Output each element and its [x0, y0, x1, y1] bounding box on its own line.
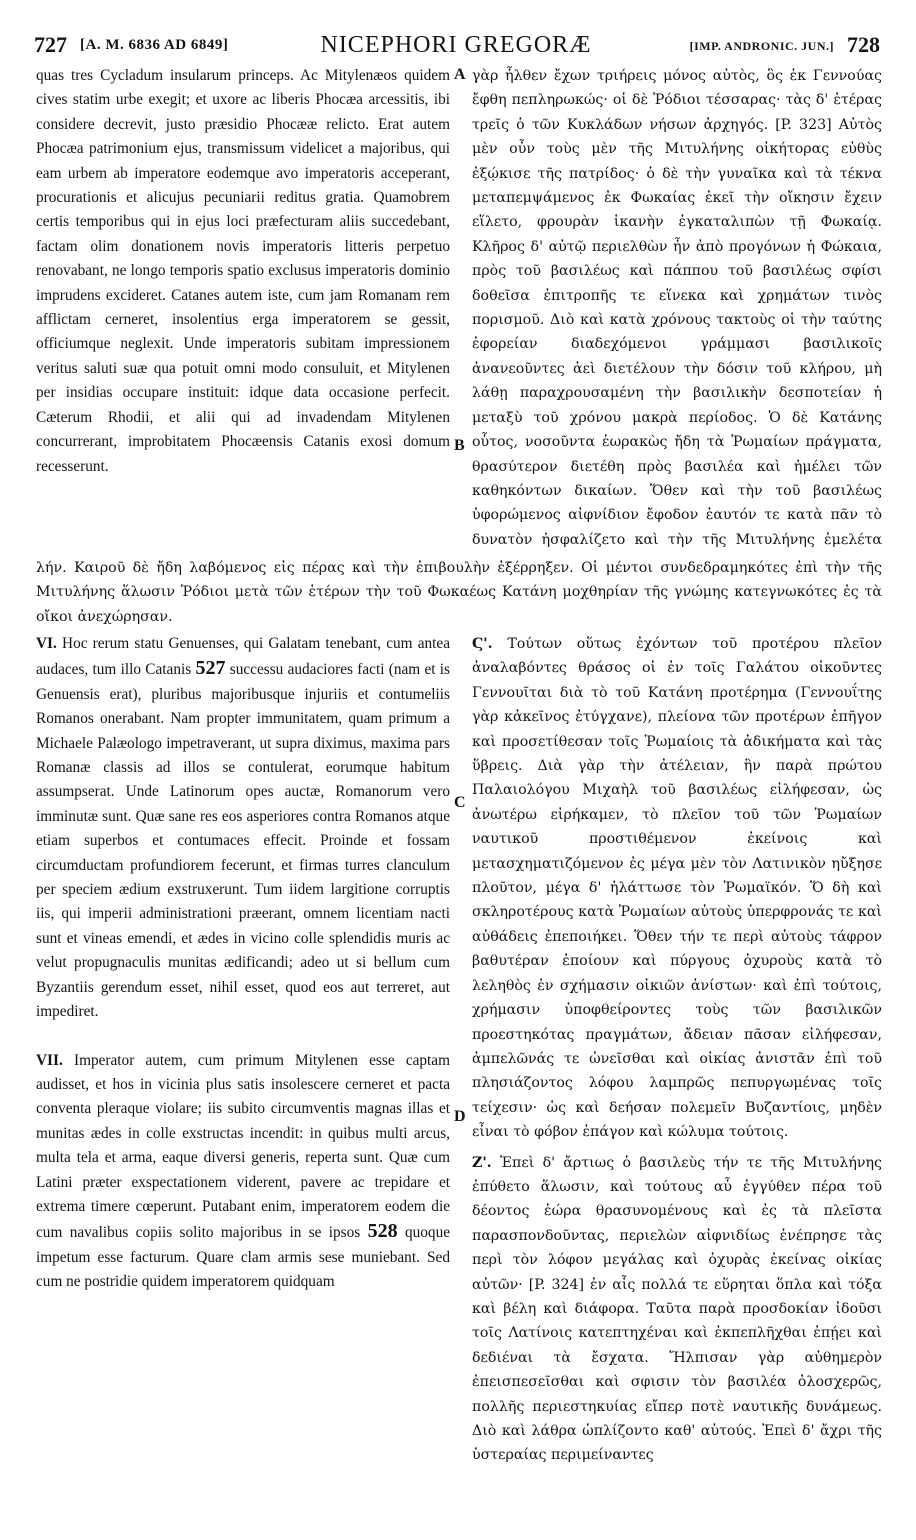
- greek-paragraph: γὰρ ἦλθεν ἔχων τριήρεις μόνος αὐτὸς, ὃς ἐκ Γεννούας ἔφθη πεπληρωκώς· οἱ δὲ Ῥόδιοι τέσσαρας· τὰς δ' ἑτέρας τρεῖς ὁ τῶν Κυκλάδων νήσων ἀρχηγός. [P. 323] Αὐτὸς μὲν οὖν τοὺς μὲν τῆς Μιτυλήνης οἰκήτορας εὐθὺς ἐξῴκισε τῆς πατρίδος· ὁ δὲ τὴν γυναῖκα καὶ τὰ τέκνα μεταπεμψάμενος ἐκ Φωκαίας ἐκεῖ τὴν οἴκησιν ἔχειν εἵλετο, φρουρὰν ἱκανὴν ἐγκαταλιπὼν τῇ Φωκαίᾳ. Κλῆρος δ' αὐτῷ περιελθὼν ἦν ἀπὸ προγόνων ἡ Φώκαια, πρὸς τοῦ βασιλέως καὶ πάππου τοῦ βασιλέως σφίσι δοθεῖσα ἐπιτροπῆς τε εἵνεκα καὶ χρημάτων τινὸς πορισμοῦ. Διὸ καὶ κατὰ χρόνους τακτοὺς οἱ τὴν ταύτης ἐφορείαν διαδεχόμενοι γράμμασι βασιλικοῖς ἀνανεοῦντες ἀεὶ διετέλουν τὴν δόσιν τοῦ κλήρου, μὴ λάθῃ παραχρουσαμένη τὴν βασιλικὴν δεσποτείαν ἡ μεταξὺ τοῦ χρόνου μακρὰ περίοδος. Ὁ δὲ Κατάνης οὗτος, νοσοῦντα ἑωρακὼς ἤδη τὰ Ῥωμαίων πράγματα, θρασύτερον διετέθη πρὸς βασιλέα καὶ ἠμέλει τῶν καθηκόντων δικαίων. Ὅθεν καὶ τὴν τοῦ βασιλέως ὑφορώμενος αἰφνίδιον ἔφοδον ἑαυτόν τε κατὰ πᾶν τὸ δυνατὸν ἠσφαλίζετο καὶ τὴν τῆς Μιτυλήνης ἐμελέτα: [472, 68, 882, 548]
- greek-section-7: [472, 1151, 882, 1468]
- section-number: VI.: [36, 635, 57, 652]
- latin-section-6: [36, 632, 450, 1025]
- running-head-right: [IMP. ANDRONIC. JUN.]: [689, 39, 834, 53]
- latin-text: Hoc rerum statu Genuenses, qui Galatam tenebant, cum antea audaces, tum illo Catanis: [36, 635, 450, 679]
- page-number-left: 727: [34, 32, 67, 57]
- section-number: Ϛ'.: [472, 636, 493, 652]
- latin-text: successu audaciores facti (nam et is Genuensis erat), pluribus majoribusque injuriis et contumeliis Romanos onerabant. Nam propter immunitatem, quam primum a Michaele Palæologo impetraverant, ut supra diximus, maxima pars Romanæ classis ad illos se contulerat, eorumque habitum assumpserat. Unde Latinorum opes auctæ, Romanorum vero imminutæ sunt. Quæ sane res eos asperiores contra Romanos atque etiam superbos et contumaces effecit. Proinde et fossam circumductam profundiorem fecerunt, et firmas turres clanculum per speciem ædium exstruxerunt. Tum iidem largitione corruptis iis, qui imperii administrationi præerant, omnem licentiam nacti sunt et vineas emendi, et ædes in vicino colle splendidis muris ac velut propugnaculis munitas ædificandi; adeo ut si bellum cum Byzantiis gerendum esset, nihil esset, quod eos aut terreret, aut impediret.: [36, 661, 450, 1021]
- margin-marker-d: D: [454, 1108, 466, 1125]
- latin-text: quoque impetum esse facturum. Quare clam armis sese muniebant. Sed cum ne postridie quidem imperatorem quidquam: [36, 1224, 450, 1291]
- page-number-right: 728: [847, 32, 880, 57]
- page-header: [30, 30, 882, 60]
- greek-full-width: [36, 556, 882, 630]
- section-number: VII.: [36, 1051, 63, 1069]
- greek-text: Τούτων οὕτως ἐχόντων τοῦ προτέρου πλεῖον ἀναλαβόντες θράσος οἱ ἐν τοῖς Γαλάτου οἰκοῦντες Γεννουῖται διὰ τὸ τοῦ Κατάνη προτέρημα (Γεννουΐτης γὰρ κἀκεῖνος ἐτύγχανε), πλείονα τῶν προτέρων ἐπῆγον καὶ προσετίθεσαν τοῖς Ῥωμαίοις τὰ ἀδικήματα καὶ τὰς ὕβρεις. Διὰ γὰρ τὴν ἀτέλειαν, ἣν παρὰ πρώτου Παλαιολόγου Μιχαὴλ τοῦ βασιλέως εἰλήφεσαν, ὡς ἀνωτέρω εἰρήκαμεν, τὸ πλεῖον τοῦ τῶν Ῥωμαίων ναυτικοῦ προστιθέμενον ἐκείνοις καὶ μετασχηματιζόμενον ἐς μέγα μὲν τὸν Λατινικὸν ηὔξησε πλοῦτον, μέγα δ' ἠλάττωσε τὸν Ῥωμαϊκόν. Ὅ δὴ καὶ σκληροτέρους κατὰ Ῥωμαίων αὐτοὺς ὑπερφρονάς τε καὶ αὐθάδεις ἐπεποιήκει. Ὅθεν τήν τε περὶ αὐτοὺς τάφρον βαθυτέραν ἐποίουν καὶ πύργους ὀχυροὺς κατὰ τὸ λεληθὸς ἐν σχήμασιν οἰκιῶν ἀνίστων· καὶ ἐπὶ τούτοις, χρήμασιν ὑποφθείροντες τοὺς τῶν βασιλικῶν προεστηκότας πραγμάτων, ἄδειαν πᾶσαν εἰλήφεσαν, ἀμπελῶνάς τε ὠνεῖσθαι καὶ οἰκίας ἀνιστᾶν ἐπὶ τοῦ πλησιάζοντος λόφου λαμπρῶς πεπυργωμένας τοῖς τείχεσιν· ὡς καὶ δεήσαν πολεμεῖν Βυζαντίοις, μηδὲν εἶναι τὸ φόβον ἐπάγον καὶ κώλυμα τούτοις.: [472, 636, 882, 1141]
- margin-marker-b: B: [454, 437, 465, 454]
- latin-text: Imperator autem, cum primum Mitylenen esse captam audisset, et hos in vicinia plus satis insolescere cerneret et pacta conventa pleraque violare; iis subito circumventis magnas illas et munitas ædes in colle exstructas incendit: in quibus multi arcus, multa tela et arma, eaque diversi generis, reperta sunt. Quæ cum Latini præter exspectationem viderent, pavere ac trepidare et extrema timere cœperunt. Putabant enim, imperatorem eodem die cum navalibus copiis solito majoribus in se ipsos: [36, 1051, 450, 1242]
- page-marker-527: 527: [195, 657, 226, 680]
- margin-marker-a: A: [454, 66, 466, 83]
- greek-column-top: [472, 64, 882, 554]
- greek-column-bottom: [472, 632, 882, 1524]
- greek-text: Ἐπεὶ δ' ἄρτιως ὁ βασιλεὺς τήν τε τῆς Μιτυλήνης ἐπύθετο ἅλωσιν, καὶ τούτους αὖ ἐγγύθεν πέρα τοῦ δέοντος ἑώρα θρασυνομένους καὶ ἐς τὰ πλεῖστα παρασπονδοῦντας, περιελὼν αἰφνιδίως ἐνέπρησε τὰς περὶ τὸν λόφον μεγάλας καὶ ὀχυρὰς ἐκείνας οἰκίας αὐτῶν· [P. 324] ἐν αἷς πολλά τε εὕρηται ὅπλα καὶ τόξα καὶ βέλη καὶ διάφορα. Ταῦτα παρὰ προσδοκίαν ἰδοῦσι τοῖς Λατίνοις κατεπτηχέναι καὶ ἐκπεπλῆχθαι ἐπῄει καὶ δεδιέναι τὰ ἔσχατα. Ἤλπισαν γὰρ αὐθημερὸν ἐπεισπεσεῖσθαι καὶ σφισιν τὸν βασιλέα ὁλοσχερῶς, πολλῆς περιεστηκυίας εἴπερ ποτὲ ναυτικῆς δυνάμεως. Διὸ καὶ λάθρα ὡπλίζοντο καθ' αὑτούς. Ἐπεὶ δ' ἄχρι τῆς ὑστεραίας περιμείναντες: [472, 1154, 882, 1464]
- page-marker-528: 528: [367, 1220, 398, 1243]
- greek-section-6: [472, 632, 882, 1145]
- page-title: NICEPHORI GREGORÆ: [320, 32, 592, 58]
- running-head-left: [A. M. 6836 AD 6849]: [80, 37, 229, 53]
- latin-column-top: [36, 64, 450, 554]
- margin-marker-c: C: [454, 794, 466, 811]
- greek-paragraph-full: λήν. Καιροῦ δὲ ἤδη λαβόμενος εἰς πέρας καὶ τὴν ἐπιβουλὴν ἐξέρρηξεν. Οἱ μέντοι συνδεδραμηκότες ἐπὶ τὴν τῆς Μιτυλήνης ἅλωσιν Ῥόδιοι μετὰ τῶν ἑτέρων τὴν τοῦ Φωκαέως Κατάνη μοχθηρίαν τῆς γνώμης κατεγνωκότες ἐς τὰ οἴκοι ἀνεχώρησαν.: [36, 560, 882, 625]
- latin-column-bottom: [36, 632, 450, 1524]
- latin-section-7: [36, 1049, 450, 1295]
- latin-paragraph: quas tres Cycladum insularum princeps. Ac Mitylenæos quidem cives statim urbe exegit; et uxore ac liberis Phocæa arcessitis, ibi considere decrevit, justo præsidio Phocææ relicto. Erat autem Phocæa patrimonium ejus, transmissum videlicet a majoribus, qui eam urbem ab imperatore eodemque avo imperatoris acceperant, procurationis et alicujus pecuniarii reditus gratia. Quamobrem certis temporibus qui in ejus loci præfecturam aliis succedebant, factam olim donationem novis imperatoris litteris perpetuo renovabant, ne longo temporis spatio exclusus imperatoris dominio imprudens excideret. Catanes autem iste, cum jam Romanam rem afflictam cerneret, insolentius erga imperatorem se gessit, officiumque neglexit. Unde imperatoris subitam impressionem veritus saluti suæ qua potuit omni modo consuluit, et Mitylenen per insidias occupare instituit: idque data occasione perfecit. Cæterum Rhodii, et alii qui ad invadendam Mitylenen concurrerant, improbitatem Phocæensis Catanis exosi domum recesserunt.: [36, 67, 450, 475]
- section-number: Ζ'.: [472, 1154, 492, 1171]
